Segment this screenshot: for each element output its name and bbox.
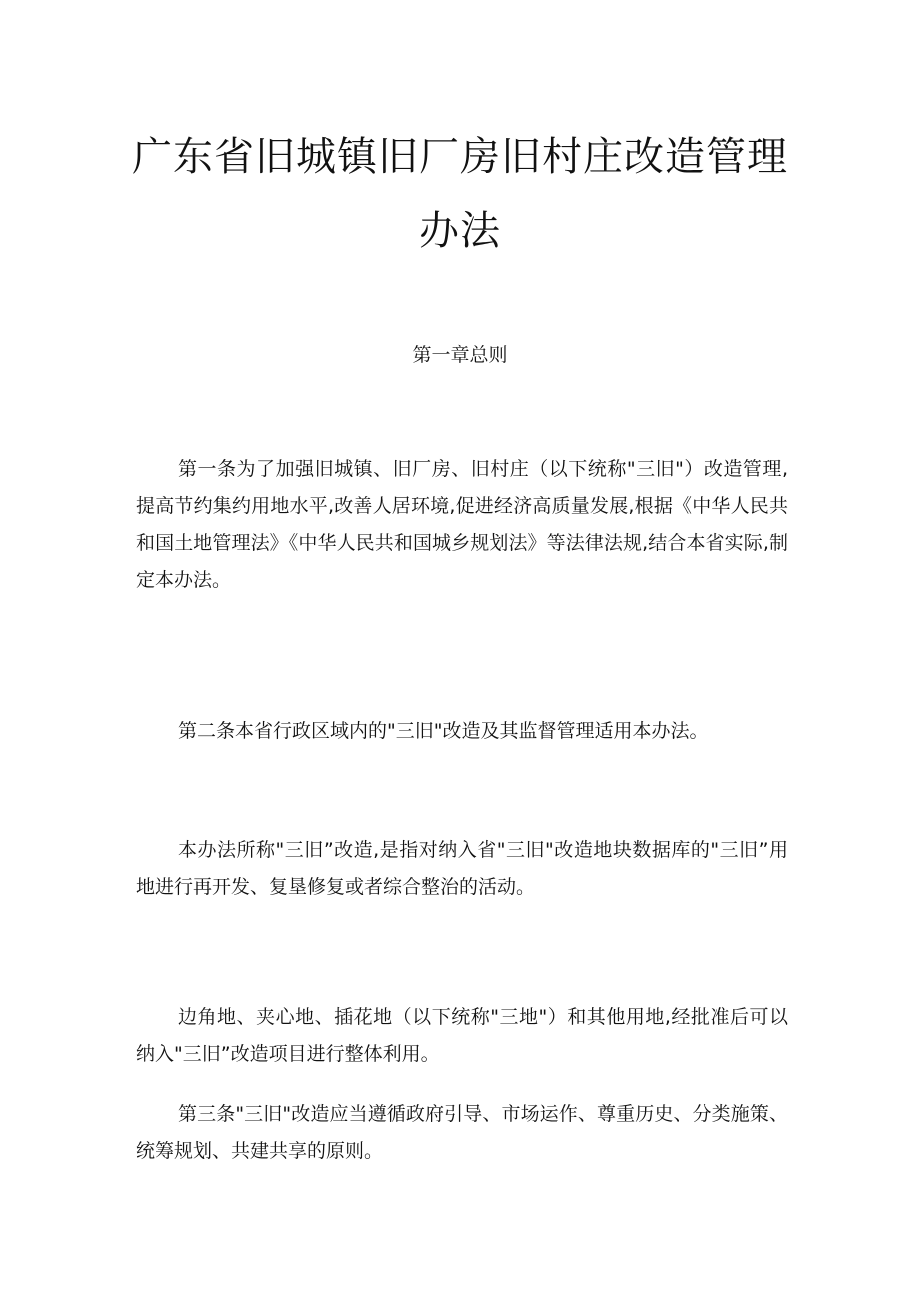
article-2-paragraph: 第二条本省行政区域内的"三旧"改造及其监督管理适用本办法。 bbox=[178, 720, 709, 742]
definition-paragraph: 本办法所称"三旧”改造,是指对纳入省"三旧"改造地块数据库的"三旧”用地进行再开发、复垦修复或者综合整治的活动。 bbox=[136, 839, 788, 898]
article-3-paragraph: 第三条"三旧"改造应当遵循政府引导、市场运作、尊重历史、分类施策、统筹规划、共建共享的原则。 bbox=[136, 1103, 788, 1162]
three-lands-paragraph: 边角地、夹心地、插花地（以下统称"三地"）和其他用地,经批准后可以纳入"三旧”改造项目进行整体利用。 bbox=[136, 1006, 788, 1065]
article-1-paragraph: 第一条为了加强旧城镇、旧厂房、旧村庄（以下统称"三旧"）改造管理,提高节约集约用地水平,改善人居环境,促进经济高质量发展,根据《中华人民共和国土地管理法》《中华人民共和国城乡规划法》等法律法规,结合本省实际,制定本办法。 bbox=[136, 458, 788, 591]
document-title: 广东省旧城镇旧厂房旧村庄改造管理办法 bbox=[132, 134, 788, 254]
chapter-heading: 第一章总则 bbox=[412, 344, 508, 366]
